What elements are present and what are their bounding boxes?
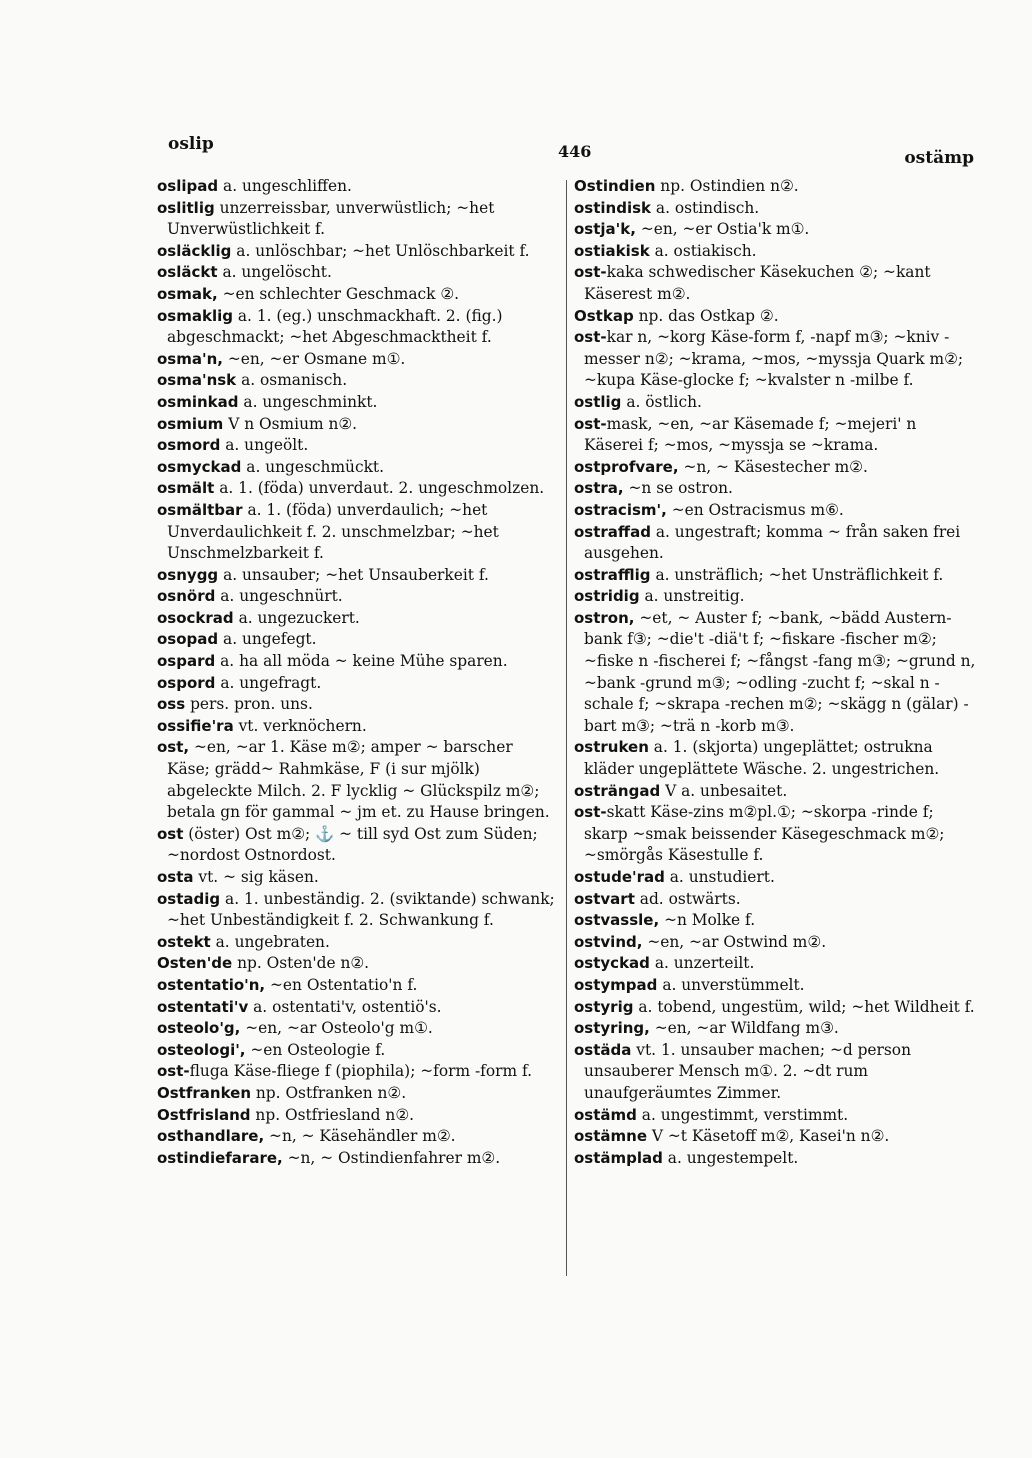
dictionary-entry <box>157 1018 557 1040</box>
dictionary-entry <box>574 975 979 997</box>
dictionary-entry <box>574 608 979 738</box>
entry-headword: osminkad <box>157 392 239 411</box>
entry-headword: Osten'de <box>157 954 233 973</box>
entry-headword: ospord <box>157 673 216 692</box>
dictionary-entry <box>574 478 979 500</box>
entry-definition: V ~t Käsetoff m②, Kasei'n n②. <box>647 1127 890 1146</box>
column-divider <box>566 180 567 1276</box>
entry-headword: osta <box>157 868 194 886</box>
dictionary-entry <box>157 414 557 436</box>
entry-definition: a. ungebraten. <box>210 932 330 951</box>
dictionary-entry <box>157 629 557 651</box>
entry-headword: ostäda <box>574 1040 632 1059</box>
entry-definition: skatt Käse-zins m②pl.①; ~skorpa -rinde f; skarp ~smak beissender Käsegeschmack m②; ~smörgås Käsestulle f. <box>584 803 945 865</box>
entry-definition: a. ostiakisch. <box>649 241 757 260</box>
dictionary-entry <box>157 889 557 932</box>
entry-headword: osteologi', <box>157 1040 246 1059</box>
entry-definition: a. osmanisch. <box>236 371 348 390</box>
entry-definition: a. ungeschnürt. <box>215 587 343 606</box>
entry-definition: a. 1. (föda) unverdaulich; ~het Unverdaulichkeit f. 2. unschmelzbar; ~het Unschmelzbarkeit f. <box>167 500 499 563</box>
entry-definition: ~n se ostron. <box>623 479 733 498</box>
dictionary-entry <box>574 737 979 780</box>
dictionary-entry <box>157 284 557 306</box>
dictionary-entry <box>157 932 557 954</box>
entry-definition: ~en, ~ar 1. Käse m②; amper ~ barscher Käse; grädd~ Rahmkäse, F (i sur mjölk) abgeleckte Milch. 2. F lycklig ~ Glückspilz m②; betala gn för gammal ~ jm et. zu Hause bringen. <box>167 738 550 822</box>
entry-headword: osmak, <box>157 284 218 303</box>
entry-definition: ~en, ~er Osmane m①. <box>222 349 406 368</box>
dictionary-entry <box>157 997 557 1019</box>
dictionary-entry <box>574 586 979 608</box>
entry-headword: Ostkap <box>574 306 634 325</box>
dictionary-entry <box>157 824 557 867</box>
entry-definition: a. unstreitig. <box>639 587 745 606</box>
dictionary-entry <box>574 1105 979 1127</box>
entry-headword: osmyckad <box>157 457 242 476</box>
entry-headword: osockrad <box>157 608 234 627</box>
entry-definition: ~et, ~ Auster f; ~bank, ~bädd Austern-bank f③; ~die't -diä't f; ~fiskare -fischer m②; ~fiske n -fischerei f; ~fångst -fang m③; ~grund n, ~bank -grund m③; ~odling -zucht f; ~skal n -schale f; ~skrapa -rechen m②; ~skägg n (gälar) -bart m③; ~trä n -korb m③. <box>584 608 976 735</box>
entry-definition: a. unzerteilt. <box>649 954 755 973</box>
dictionary-entry <box>574 997 979 1019</box>
entry-definition: a. 1. (föda) unverdaut. 2. ungeschmolzen. <box>214 479 545 498</box>
dictionary-entry <box>157 1040 557 1062</box>
dictionary-entry <box>157 500 557 565</box>
entry-definition: V a. unbesaitet. <box>660 781 788 800</box>
entry-headword: ostiakisk <box>574 241 650 260</box>
dictionary-entry <box>574 1126 979 1148</box>
dictionary-entry <box>574 500 979 522</box>
entry-headword: osma'nsk <box>157 371 237 390</box>
dictionary-entry <box>157 953 557 975</box>
dictionary-entry <box>574 1148 979 1170</box>
entry-headword: ostekt <box>157 932 211 951</box>
entry-definition: fluga Käse-fliege f (piophila); ~form -form f. <box>189 1062 533 1081</box>
entry-headword: ost- <box>157 1062 190 1081</box>
entry-definition: ~n, ~ Ostindienfahrer m②. <box>282 1148 501 1167</box>
dictionary-entry <box>157 457 557 479</box>
dictionary-entry <box>157 586 557 608</box>
dictionary-entry <box>574 910 979 932</box>
entry-headword: ostämd <box>574 1105 637 1124</box>
entry-headword: ostvind, <box>574 932 643 951</box>
dictionary-entry <box>157 1105 557 1127</box>
entry-headword: ostadig <box>157 889 221 908</box>
dictionary-entry <box>157 478 557 500</box>
entry-headword: ostentati'v <box>157 997 249 1016</box>
entry-headword: ost- <box>574 803 607 822</box>
entry-definition: a. ha all möda ~ keine Mühe sparen. <box>215 652 508 671</box>
left-column <box>157 176 557 1169</box>
dictionary-entry <box>574 219 979 241</box>
entry-definition: ~en schlechter Geschmack ②. <box>217 284 460 303</box>
dictionary-entry <box>157 176 557 198</box>
entry-definition: ~en Ostentatio'n f. <box>265 975 418 994</box>
entry-definition: ~n Molke f. <box>659 911 756 930</box>
entry-definition: a. ungeschliffen. <box>218 177 352 195</box>
entry-definition: a. ungestraft; komma ~ från saken frei ausgehen. <box>584 522 961 563</box>
entry-headword: ost- <box>574 414 607 433</box>
entry-headword: ostja'k, <box>574 220 636 239</box>
entry-definition: a. unverstümmelt. <box>657 975 805 994</box>
entry-definition: vt. ~ sig käsen. <box>193 868 319 886</box>
entry-definition: a. ungezuckert. <box>233 608 360 627</box>
dictionary-entry <box>574 327 979 392</box>
entry-headword: osnörd <box>157 587 216 606</box>
entry-definition: np. Osten'de n②. <box>232 954 370 973</box>
dictionary-entry <box>574 262 979 305</box>
entry-headword: osma'n, <box>157 349 223 368</box>
entry-headword: osmium <box>157 414 224 433</box>
dictionary-entry <box>574 414 979 457</box>
entry-headword: osteolo'g, <box>157 1019 241 1038</box>
entry-definition: ~en, ~ar Ostwind m②. <box>642 932 827 951</box>
entry-headword: ostämplad <box>574 1148 663 1167</box>
entry-definition: a. ungeölt. <box>220 436 309 455</box>
dictionary-entry <box>157 694 557 716</box>
entry-definition: a. ungestempelt. <box>662 1148 799 1167</box>
entry-headword: ostyring, <box>574 1019 650 1038</box>
entry-headword: ospard <box>157 652 216 671</box>
entry-headword: ostindiefarare, <box>157 1148 283 1167</box>
entry-headword: osläckt <box>157 263 218 282</box>
entry-headword: osopad <box>157 630 219 649</box>
right-running-headword: ostämp <box>904 148 974 168</box>
entry-headword: ostrafflig <box>574 565 651 584</box>
entry-headword: ostlig <box>574 392 622 411</box>
dictionary-entry <box>574 932 979 954</box>
entry-headword: osthandlare, <box>157 1127 265 1146</box>
entry-headword: oslitlig <box>157 198 215 217</box>
entry-headword: ost- <box>574 328 607 347</box>
entry-definition: a. 1. (eg.) unschmackhaft. 2. (fig.) abgeschmackt; ~het Abgeschmacktheit f. <box>167 306 503 347</box>
entry-definition: ~n, ~ Käsehändler m②. <box>264 1127 456 1146</box>
entry-definition: vt. verknöchern. <box>233 716 367 735</box>
entry-definition: a. ungestimmt, verstimmt. <box>636 1105 849 1124</box>
dictionary-entry <box>157 1126 557 1148</box>
entry-definition: a. ostentati'v, ostentiö's. <box>248 997 442 1016</box>
dictionary-entry <box>574 306 979 328</box>
entry-definition: a. ungelöscht. <box>217 263 332 282</box>
dictionary-entry <box>574 522 979 565</box>
entry-headword: Ostindien <box>574 177 656 195</box>
entry-definition: np. Ostfriesland n②. <box>250 1105 415 1124</box>
entry-definition: ~en Ostracismus m⑥. <box>666 500 844 519</box>
entry-headword: ostridig <box>574 587 640 606</box>
dictionary-entry <box>574 889 979 911</box>
entry-headword: osmord <box>157 436 221 455</box>
entry-headword: ost <box>157 824 184 843</box>
page-number: 446 <box>558 142 592 161</box>
dictionary-entry <box>157 370 557 392</box>
dictionary-entry <box>157 867 557 889</box>
dictionary-entry <box>157 241 557 263</box>
dictionary-entry <box>574 781 979 803</box>
dictionary-entry <box>157 198 557 241</box>
entry-headword: ostracism', <box>574 500 667 519</box>
entry-definition: ~en, ~ar Wildfang m③. <box>649 1019 839 1038</box>
entry-headword: ostvassle, <box>574 911 660 930</box>
dictionary-entry <box>574 1018 979 1040</box>
entry-definition: np. Ostindien n②. <box>655 177 799 195</box>
entry-headword: Ostfrisland <box>157 1105 251 1124</box>
entry-definition: a. östlich. <box>621 392 702 411</box>
entry-headword: osmältbar <box>157 500 243 519</box>
dictionary-entry <box>157 673 557 695</box>
entry-definition: a. ungefragt. <box>215 673 322 692</box>
entry-headword: osmaklig <box>157 306 233 325</box>
entry-definition: ~en Osteologie f. <box>245 1040 386 1059</box>
entry-headword: osnygg <box>157 565 219 584</box>
dictionary-entry <box>574 198 979 220</box>
entry-headword: ostron, <box>574 608 635 627</box>
entry-definition: kaka schwedischer Käsekuchen ②; ~kant Käserest m②. <box>584 263 931 303</box>
entry-definition: np. das Ostkap ②. <box>633 306 779 325</box>
entry-headword: Ostfranken <box>157 1083 251 1102</box>
entry-definition: kar n, ~korg Käse-form f, -napf m③; ~kniv -messer n②; ~krama, ~mos, ~myssja Quark m②; ~kupa Käse-glocke f; ~kvalster n -milbe f. <box>584 328 964 390</box>
entry-definition: V n Osmium n②. <box>223 414 358 433</box>
entry-definition: pers. pron. uns. <box>185 695 313 714</box>
entry-definition: np. Ostfranken n②. <box>251 1083 407 1102</box>
entry-headword: oss <box>157 695 186 714</box>
entry-definition: a. unlöschbar; ~het Unlöschbarkeit f. <box>231 241 530 260</box>
entry-definition: mask, ~en, ~ar Käsemade f; ~mejeri' n Käserei f; ~mos, ~myssja se ~krama. <box>584 414 917 455</box>
entry-definition: a. unstudiert. <box>664 868 775 886</box>
dictionary-entry <box>157 975 557 997</box>
dictionary-entry <box>157 392 557 414</box>
entry-headword: ostindisk <box>574 198 652 217</box>
entry-headword: oslipad <box>157 177 219 195</box>
entry-headword: ost, <box>157 738 190 757</box>
entry-definition: a. 1. (skjorta) ungeplättet; ostrukna kläder ungeplättete Wäsche. 2. ungestrichen. <box>584 738 940 779</box>
entry-definition: a. ungeschmückt. <box>241 457 384 476</box>
entry-headword: osmält <box>157 479 215 498</box>
entry-headword: ossifie'ra <box>157 716 234 735</box>
entry-headword: ostraffad <box>574 522 651 541</box>
dictionary-entry <box>157 1061 557 1083</box>
entry-definition: ad. ostwärts. <box>634 889 741 908</box>
dictionary-entry <box>574 802 979 867</box>
entry-headword: ostude'rad <box>574 868 665 886</box>
entry-headword: ostra, <box>574 479 624 498</box>
dictionary-entry <box>574 241 979 263</box>
entry-definition: a. unsauber; ~het Unsauberkeit f. <box>218 565 489 584</box>
dictionary-entry <box>157 262 557 284</box>
entry-headword: ostruken <box>574 738 649 757</box>
dictionary-entry <box>574 867 979 889</box>
entry-definition: a. 1. unbeständig. 2. (sviktande) schwank; ~het Unbeständigkeit f. 2. Schwankung f. <box>167 889 555 930</box>
entry-definition: (öster) Ost m②; ⚓ ~ till syd Ost zum Süden; ~nordost Ostnordost. <box>167 824 538 865</box>
dictionary-entry <box>157 1083 557 1105</box>
entry-definition: a. ungeschminkt. <box>238 392 378 411</box>
entry-headword: osträngad <box>574 781 661 800</box>
dictionary-entry <box>157 1148 557 1170</box>
dictionary-entry <box>574 953 979 975</box>
left-running-headword: oslip <box>168 134 214 154</box>
dictionary-entry <box>157 608 557 630</box>
dictionary-entry <box>157 716 557 738</box>
entry-headword: ostyrig <box>574 997 634 1016</box>
entry-definition: a. tobend, ungestüm, wild; ~het Wildheit f. <box>633 997 975 1016</box>
entry-definition: ~n, ~ Käsestecher m②. <box>678 457 868 476</box>
entry-definition: a. ostindisch. <box>651 198 760 217</box>
right-column <box>574 176 979 1169</box>
entry-headword: ostämne <box>574 1127 648 1146</box>
dictionary-entry <box>574 565 979 587</box>
dictionary-entry <box>157 565 557 587</box>
entry-definition: unzerreissbar, unverwüstlich; ~het Unverwüstlichkeit f. <box>167 198 495 239</box>
entry-headword: ostentatio'n, <box>157 975 266 994</box>
entry-headword: osläcklig <box>157 241 232 260</box>
dictionary-entry <box>157 435 557 457</box>
entry-headword: ostympad <box>574 975 658 994</box>
dictionary-entry <box>157 737 557 823</box>
entry-headword: ostyckad <box>574 954 650 973</box>
dictionary-entry <box>157 651 557 673</box>
entry-headword: ostprofvare, <box>574 457 679 476</box>
dictionary-entry <box>157 306 557 349</box>
page-header <box>168 132 974 166</box>
entry-definition: a. unsträflich; ~het Unsträflichkeit f. <box>650 565 944 584</box>
entry-definition: ~en, ~ar Osteolo'g m①. <box>240 1019 433 1038</box>
dictionary-entry <box>574 176 979 198</box>
entry-headword: ost- <box>574 263 607 282</box>
entry-headword: ostvart <box>574 889 635 908</box>
dictionary-entry <box>574 1040 979 1105</box>
entry-definition: a. ungefegt. <box>218 630 317 649</box>
dictionary-entry <box>574 392 979 414</box>
entry-definition: ~en, ~er Ostia'k m①. <box>635 220 810 239</box>
entry-definition: vt. 1. unsauber machen; ~d person unsauberer Mensch m①. 2. ~dt rum unaufgeräumtes Zimmer. <box>584 1040 911 1102</box>
dictionary-entry <box>574 457 979 479</box>
dictionary-entry <box>157 349 557 371</box>
